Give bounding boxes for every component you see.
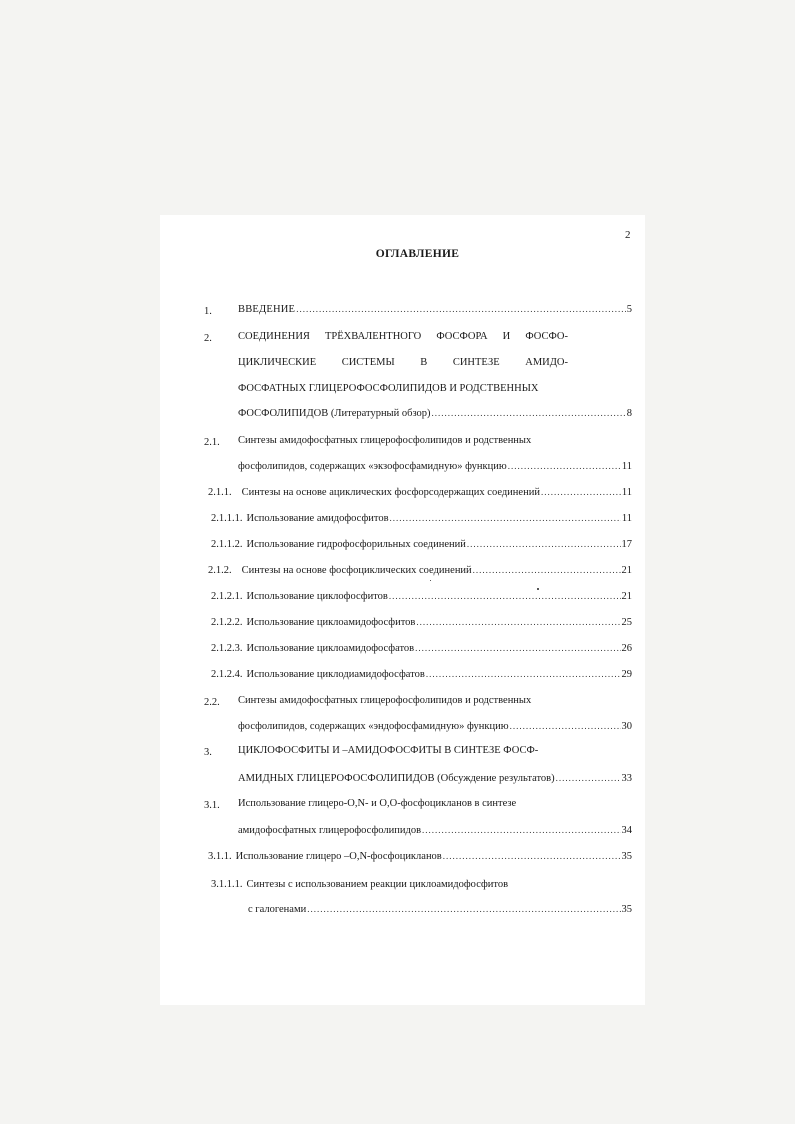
toc-entry-text: Использование циклоамидофосфатов [246,643,415,654]
page-number: 2 [625,229,631,241]
toc-entry-page: 21 [621,591,632,602]
toc-entry-2-1-2-2 [211,617,632,628]
toc-entry-text: Использование амидофосфитов [246,513,389,524]
toc-entry-text: Использование глицеро –O,N-фосфоцикланов [235,851,442,862]
dot-leader [467,539,621,549]
toc-entry-page: 11 [621,513,632,524]
toc-entry-text: Использование циклофосфитов [246,591,388,602]
dot-leader [426,669,621,679]
toc-entry-page: 8 [626,408,632,419]
toc-entry-text: Синтезы на основе ациклических фосфорсодержащих соединений [241,487,540,498]
word: ЦИКЛИЧЕСКИЕ [238,357,317,368]
toc-entry-3-1-1-1 [248,904,632,915]
scan-speck [537,588,539,590]
toc-entry-number: 3.1.1. [208,851,232,862]
toc-entry-text: Использование циклоамидофосфитов [246,617,416,628]
toc-entry-number: 2.2. [204,697,220,708]
toc-entry-2-1-2-3 [211,643,632,654]
toc-entry-number: 3. [204,747,212,758]
word: СИСТЕМЫ [341,357,395,368]
toc-entry-page: 5 [626,304,632,315]
toc-entry-number: 2.1.2.4. [211,669,243,680]
toc-entry-text: с галогенами [248,904,307,915]
toc-entry-number: 2.1.1.1. [211,513,243,524]
word: СОЕДИНЕНИЯ [238,331,310,342]
toc-entry-3-1-1 [208,851,632,862]
dot-leader [307,904,620,914]
toc-entry-page: 29 [621,669,632,680]
scan-speck [430,580,431,581]
word: ТРЁХВАЛЕНТНОГО [325,331,422,342]
dot-leader [556,773,621,783]
toc-entry-line [238,357,568,368]
toc-entry-line: Использование глицеро-O,N- и O,O-фосфоцикланов в синтезе [238,798,517,809]
toc-entry-2-2 [238,721,632,732]
dot-leader [508,461,621,471]
toc-entry-2-1 [238,461,632,472]
dot-leader [541,487,621,497]
toc-entry-text: Синтезы на основе фосфоциклических соединений [241,565,472,576]
toc-entry-literature-review [238,408,632,419]
toc-entry-line: Синтезы амидофосфатных глицерофосфолипидов и родственных [238,435,532,446]
toc-entry-page: 35 [621,904,632,915]
toc-entry-page: 30 [621,721,632,732]
toc-entry-number: 2.1. [204,437,220,448]
toc-entry-2-1-1-2 [211,539,632,550]
toc-entry-2-1-1-1 [211,513,632,524]
toc-entry-text: АМИДНЫХ ГЛИЦЕРОФОСФОЛИПИДОВ (Обсуждение результатов) [238,773,555,784]
word: ФОСФО- [525,331,568,342]
toc-entry-page: 21 [621,565,632,576]
dot-leader [296,304,626,314]
toc-entry-number: 2.1.2.2. [211,617,243,628]
toc-entry-page: 11 [621,487,632,498]
toc-entry-text: фосфолипидов, содержащих «эндофосфамидную» функцию [238,721,509,732]
dot-leader [510,721,621,731]
dot-leader [415,643,620,653]
toc-title: ОГЛАВЛЕНИЕ [375,248,460,260]
dot-leader [473,565,621,575]
word: ФОСФОРА [436,331,488,342]
toc-entry-number: 2.1.2.1. [211,591,243,602]
word: СИНТЕЗЕ [452,357,500,368]
toc-entry-page: 17 [621,539,632,550]
dot-leader [390,513,621,523]
toc-entry-introduction [238,304,632,315]
toc-entry-page: 26 [621,643,632,654]
toc-entry-number: 2.1.1.2. [211,539,243,550]
toc-entry-line [211,879,508,890]
toc-entry-line: ЦИКЛОФОСФИТЫ И –АМИДОФОСФИТЫ В СИНТЕЗЕ ФОСФ- [238,745,539,756]
toc-entry-text: амидофосфатных глицерофосфолипидов [238,825,422,836]
toc-entry-number: 2.1.2.3. [211,643,243,654]
toc-entry-page: 33 [621,773,632,784]
toc-entry-text: Использование гидрофосфорильных соединений [246,539,466,550]
toc-entry-text: Использование циклодиамидофосфатов [246,669,425,680]
toc-entry-text: ВВЕДЕНИЕ [238,304,296,315]
toc-entry-3 [238,773,632,784]
dot-leader [443,851,621,861]
toc-entry-3-1 [238,825,632,836]
toc-entry-number: 3.1.1.1. [211,879,243,890]
dot-leader [432,408,626,418]
toc-entry-number: 2.1.2. [208,565,232,576]
toc-entry-2-1-2 [208,565,632,576]
toc-entry-page: 34 [621,825,632,836]
word: АМИДО- [525,357,568,368]
toc-entry-number: 2. [204,333,212,344]
dot-leader [416,617,620,627]
toc-entry-page: 35 [621,851,632,862]
toc-entry-number: 1. [204,306,212,317]
word: И [502,331,511,342]
toc-entry-number: 2.1.1. [208,487,232,498]
toc-entry-line [238,331,568,342]
toc-entry-number: 3.1. [204,800,220,811]
toc-entry-line: Синтезы амидофосфатных глицерофосфолипидов и родственных [238,695,532,706]
toc-entry-text: ФОСФОЛИПИДОВ (Литературный обзор) [238,408,431,419]
toc-entry-page: 11 [621,461,632,472]
toc-entry-text: Синтезы с использованием реакции циклоамидофосфитов [246,879,509,890]
dot-leader [422,825,620,835]
toc-entry-2-1-2-1 [211,591,632,602]
toc-entry-line: ФОСФАТНЫХ ГЛИЦЕРОФОСФОЛИПИДОВ И РОДСТВЕННЫХ [238,383,539,394]
toc-entry-2-1-2-4 [211,669,632,680]
toc-entry-page: 25 [621,617,632,628]
dot-leader [389,591,621,601]
word: В [420,357,428,368]
toc-entry-2-1-1 [208,487,632,498]
toc-entry-text: фосфолипидов, содержащих «экзофосфамидную» функцию [238,461,507,472]
